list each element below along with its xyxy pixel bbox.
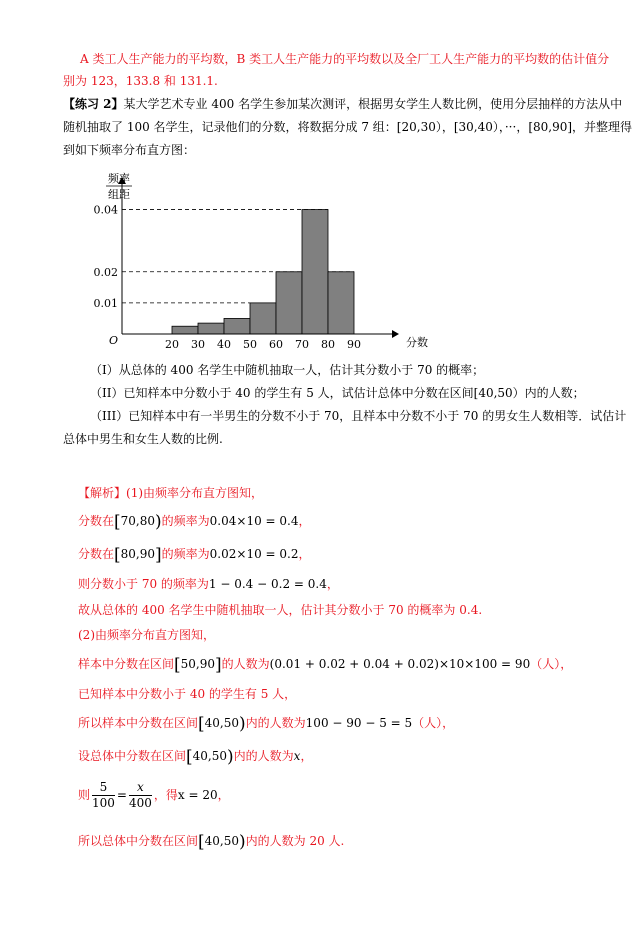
x-axis-label: 分数 xyxy=(406,336,428,349)
solution-tag: 【解析】 xyxy=(78,486,127,500)
x-tick-label: 40 xyxy=(217,338,231,351)
solution-line-3: 分数在[80,90]的频率为0.02×10 = 0.2， xyxy=(78,545,311,565)
solution-line-11: 则 $\frac{5}{100}$ = $\frac{x}{400}$ ，得x = 20， xyxy=(78,780,230,810)
fraction-x-400: $\frac{x}{400}$ xyxy=(128,780,152,810)
exercise-line-2: 随机抽取了 100 名学生，记录他们的分数，将数据分成 7 组：[20,30），[30,40），···，[80,90]，并整理得 xyxy=(63,120,633,134)
exercise-tag: 【练习 2】 xyxy=(63,97,124,111)
solution-line-1 xyxy=(78,484,263,502)
y-axis-label-top: 频率 xyxy=(108,172,130,185)
x-tick-label: 70 xyxy=(295,338,309,351)
expr-count-50-90: (0.01 + 0.02 + 0.04 + 0.02)×10×100 = 90 xyxy=(269,657,531,671)
expr-freq-70-80: 0.04×10 = 0.4 xyxy=(209,514,299,528)
expr-freq-below-70: 1 − 0.4 − 0.2 = 0.4 xyxy=(208,577,327,591)
solution-line-4: 则分数小于 70 的频率为1 − 0.4 − 0.2 = 0.4， xyxy=(78,577,339,591)
variable-x: x xyxy=(293,749,301,763)
solution-line-6: (2)由频率分布直方图知， xyxy=(78,628,215,642)
y-tick-label: 0.01 xyxy=(93,296,118,310)
histogram-bar xyxy=(328,272,354,334)
solution-line-5: 故从总体的 400 名学生中随机抽取一人，估计其分数小于 70 的概率为 0.4. xyxy=(78,603,483,617)
histogram-bar xyxy=(224,318,250,334)
x-tick-label: 60 xyxy=(269,338,283,351)
histogram-bar xyxy=(172,326,198,334)
solution-line-12: 所以总体中分数在区间[40,50)内的人数为 20 人. xyxy=(78,832,345,852)
exercise-text-1: 某大学艺术专业 400 名学生参加某次测评，根据男女学生人数比例，使用分层抽样的方法从中 xyxy=(123,97,623,111)
exercise-line-1 xyxy=(63,95,622,113)
interval-80-90: 80,90 xyxy=(120,547,156,561)
x-tick-label: 30 xyxy=(191,338,205,351)
question-1: （I）从总体的 400 名学生中随机抽取一人，估计其分数小于 70 的概率； xyxy=(90,363,485,377)
solution-line-9: 所以样本中分数在区间[40,50)内的人数为100 − 90 − 5 = 5（人）， xyxy=(78,714,455,734)
frequency-histogram xyxy=(80,168,440,353)
question-3b: 总体中男生和女生人数的比例. xyxy=(63,432,223,446)
interval-70-80: 70,80 xyxy=(120,514,156,528)
histogram-bar xyxy=(198,323,224,334)
histogram-bar xyxy=(250,303,276,334)
x-tick-label: 80 xyxy=(321,338,335,351)
x-tick-label: 20 xyxy=(165,338,179,351)
y-tick-label: 0.02 xyxy=(93,265,118,279)
expr-count-40-50: 100 − 90 − 5 = 5 xyxy=(305,716,413,730)
interval-50-90: 50,90 xyxy=(180,657,216,671)
x-tick-label: 90 xyxy=(347,338,361,351)
expr-freq-80-90: 0.02×10 = 0.2 xyxy=(209,547,299,561)
y-tick-label: 0.04 xyxy=(93,203,118,217)
solution-line-10: 设总体中分数在区间[40,50)内的人数为x， xyxy=(78,747,313,767)
solution-line-7: 样本中分数在区间[50,90]的人数为(0.01 + 0.02 + 0.04 + 0.02)×10×100 = 90（人）， xyxy=(78,655,573,675)
intro-line-2: 别为 123，133.8 和 131.1. xyxy=(63,74,218,88)
intro-line-1: A 类工人生产能力的平均数，B 类工人生产能力的平均数以及全厂工人生产能力的平均数的估计值分 xyxy=(80,52,610,66)
y-axis-label-bottom: 组距 xyxy=(108,188,130,201)
question-2: （II）已知样本中分数小于 40 的学生有 5 人，试估计总体中分数在区间[40,50）内的人数； xyxy=(90,386,585,400)
histogram-bar xyxy=(302,210,328,334)
histogram-bar xyxy=(276,272,302,334)
interval-40-50-pop: 40,50 xyxy=(192,749,228,763)
question-3a: （III）已知样本中有一半男生的分数不小于 70，且样本中分数不小于 70 的男女生人数相等．试估计 xyxy=(90,409,627,423)
fraction-5-100: $\frac{5}{100}$ xyxy=(92,780,115,810)
solution-step-1: (1)由频率分布直方图知， xyxy=(126,486,264,500)
solution-line-2: 分数在[70,80)的频率为0.04×10 = 0.4， xyxy=(78,512,311,532)
interval-40-50-sample: 40,50 xyxy=(204,716,240,730)
x-tick-label: 50 xyxy=(243,338,257,351)
exercise-line-3: 到如下频率分布直方图： xyxy=(63,143,196,157)
expr-x-20: x = 20 xyxy=(177,788,218,802)
interval-40-50-final: 40,50 xyxy=(204,834,240,848)
solution-line-8: 已知样本中分数小于 40 的学生有 5 人， xyxy=(78,687,297,701)
origin-label: O xyxy=(109,334,119,347)
